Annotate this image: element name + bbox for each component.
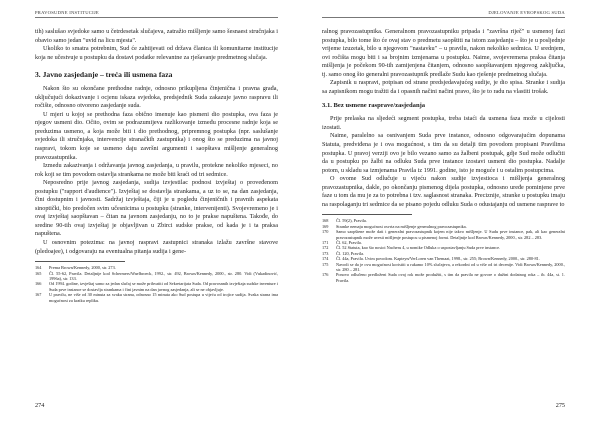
footnote-number: 168 [322,218,329,224]
running-head-left: PRAVOSUDNE INSTITUCIJE [35,10,278,18]
footnotes-left [35,265,278,303]
paragraph: Ukoliko to smatra potrebnim, Sud će zahtijevati od država članica ili komunitarne institucije koja ne učestvuje u postupku da dostavi podatke relevantne za rješavanje predmetnog slučaja. [35,45,278,61]
footnote [322,262,565,273]
running-head-right: DJELOVANJE EVROPSKOG SUDA [322,10,565,18]
right-page [300,0,600,423]
footnote-text: Samo saopštene može dati i generalni pravozastupnik kojem nije takvo mišljenje. U Sudu prve instance, pak, ali kao generalni pravozastupnik može uvesti mišljenje postupcu u pismenoj formi. Detaljnije kod Brown/Kennedy, 2000., str. 282 – 283. [336,229,565,240]
paragraph: U osnovnim potezima: na javnoj raspravi zastupnici stranaka izlažu završne stavove (pledoajee), i odgovaraju na eventualna pitanja sudija i gene- [35,239,278,255]
footnote-text: Ponovo odlučeno predloženi Suda ovaj rok može produžiti, s tim da pravila ne govore o dužini dodatnog roka – ib. 44a, st. 1. Pravila. [336,272,565,283]
footnote-text: Prema Brown/Kennedy, 2000, str. 273. [49,265,116,271]
paragraph: U mjeri u kojoj se prethodna faza obično imenuje kao pismeni dio postupka, ova faza je njegov usmeni dio. Očito, ovim se podrazumijeva razlikovanje između procesne radnje koja se preduzima usmeno, a koja može biti i dio prethodnog, pripremnog postupka (npr. saslušanje svjedoka ili stručnjaka, intervencije stranačkih zastupnika) i onog što se preduzima na javnoj raspravi, tokom koje se usmeno daju završni argumenti i saopštava mišljenje generalnog pravozastupnika. [35,110,278,161]
footnotes-right [322,218,565,283]
paragraph: Nakon što su okončane prethodne radnje, odnosno prikupljena činjenična i pravna građa, uključujući dokazivanje i ocjenu iskaza svjedoka, predsjednik Suda zakazuje javno raspravu ili ročište, odnosno otvoreno zasjedanje suda. [35,85,278,110]
footnote-divider [35,261,125,262]
footnote [35,281,278,292]
page-number-left: 274 [35,402,45,409]
paragraph: tih) saslušao svjedoke samo u četrdesetak slučajeva, zatražio mišljenje samo šesnaest stručnjaka i obavio samo jedan "uvid na licu mjesta". [35,28,278,44]
footnote-number: 171 [322,240,329,246]
footnote-text: U pravilu, ne više od 30 minuta za svaku stranu, odnosno 15 minuta ako Sud postupa u vijeću od trojice sudija. Svaka strana ima mogućnost za kratku repliku. [49,292,278,303]
footnote-text: Čl. 55-62, Pravila. Detaljnije kod Schermers/Waelbroeck, 1992., str. 492, Brown/Kennedy, 2000., str. 280. Vidi (Vukadinović, 1996a), str. 133. [49,270,278,281]
paragraph: Prije prelaska na sljedeći segment postupka, treba istaći da usmena faza može u cijelosti izostati. [322,115,565,131]
subsection-heading: 3.1. Bez usmene rasprave/zasjedanja [322,102,426,110]
paragraph: O ovome Sud odlučuje u vijeću nakon sudije izvjestioca i mišljenja generalnog pravozastupnika, dakle, po okončanju pismenog dijela postupka, odnosno uređe pominjene prve faze u tom da mu je za to potrebna i tzv. saglasnost stranaka. Preciznije, stranke u postupku imaju na raspolaganju tri sedmice da se pisano pojedu odluku Suda o odustajanju od usmene rasprave to [322,175,565,208]
right-body [322,28,565,209]
footnote [322,272,565,283]
footnote-number: 164 [35,265,42,271]
footnote-number: 175 [322,261,329,267]
footnote-text: Čl. 52 Statuta, kao što nosioi Nacheru 4, u nomike Odluka o uspostavljanju Suda prve instance. [336,245,501,251]
section-heading: 3. Javno zasjedanje – treća ili usmena faza [35,70,173,80]
footnote-number: 174 [322,256,329,262]
footnote-number: 167 [35,292,42,298]
footnote-text: Čl. 59(2), Pravila. [336,218,367,224]
footnote-divider [322,214,412,215]
paragraph: Zapisnik u raspravi, potpisan od strane predsjedavajućeg sudije, je dio spisa. Stranke i sudija sa zapisnikom mogu tražiti da i opasnih načini načini pravo, što je to radu na vlastiti trošak. [322,79,565,95]
footnote-text: Navodi se da je ovu mogućnost koristiti u rukamo 10% slučajeva, a rekordni od u više od tri decenije. Vidi Brown/Kennedy, 2000., str. 280 – 281. [336,261,565,273]
footnote-text: Čl. 120, Pravila. [336,250,365,256]
footnote-number: 166 [35,281,42,287]
paragraph: Naime, paralelno sa osnivanjem Suda prve instance, odnosno odgovarajućim dopunama Statuta, predviđena je i ova mogućnost, s tim da su detalji tim povodom propisani Pravilima postupka. U pravoj verziji ovo je bilo vezano samo za žalbeni postupak, gdje Sud može odlučiti da u postupku po žalbi na odluku Suda prve instance izostavi usmeni dio postupka. Nadalje potom, u skladu sa izmjenama Pravila iz 1991. godine, isto je moguće i u ostalim postupcima. [322,132,565,174]
left-body [35,28,278,256]
footnote-text: Od 1994. godine, izvještaj samo za jedan slučaj se može prihvatiti od Sekretarijata Suda. Od pravosnnih izvještaja sudske inventure i Suda prve instance se dostavlja strankama i čini javnim na dan javnog zasjedanja, ali se ne objavljuje. [49,281,278,292]
footnote [35,292,278,303]
footnote [322,229,565,240]
footnote-number: 173 [322,250,329,256]
footnote-text: Čl. 44a, Pravila. Uvim povodom. Kapteyn/VerLoren van Themaat, 1998., str. 255; Brown/Kennedy, 2000., str. 280-81. [336,256,540,262]
footnote [35,271,278,282]
footnote-number: 176 [322,272,329,278]
footnote-text: Stranke nemaju mogućnost osvrta na mišljenje generalnog pravozastupnika. [336,223,467,229]
paragraph: Neposredno prije javnog zasjedanja, sudija izvjestilac podnosi izvještaj o proveđenom postupku ("rapport d'audience"). Izvještaj se dostavlja strankama, a uz to se, na dan zasjedanja, čini dostupnim i javnosti. Sadržaj izvještaja, čiji je u pogledu činjeničnih i pravnih aspekata sinoptički, bio predočen svim učesnicima u postupku (stranke, intervenijenti). Svojevremeno je i ovaj izvještaj saopštavan – čitan na javnom zasjedanju, no to je prakse napuštena. Takođe, do sredine 90-tih ovaj izvještaj je objavljivan u Zbirci sudske prakse, od kada je i ta praksa napuštena. [35,179,278,238]
footnote-number: 170 [322,229,329,235]
footnote-number: 169 [322,223,329,229]
paragraph: Izmedu zakazivanja i održavanja javnog zasjedanja, u pravilu, protekne nekoliko mjeseci, no rok koji se tim povodom ostavlja strankama ne može biti kraći od tri sedmice. [35,162,278,178]
footnote-number: 172 [322,245,329,251]
paragraph: ralnog pravozastupnika. Generalnom pravozastupniku pripada i "završna riječ" u usmenoj fazi postupka, bilo tome što će ovaj stav o predmetu saopštiti na istom zasjedanju – što je u posljednje vrijeme izuzetak, bilo u njegovom "nastavku" – u pravilu, nakon nekoliko sedmica. U srednjem, ovi ročišta mogu biti i sa brojnim izmjenama u postupku. Naime, svojevremena praksa čitanja mišljenja je počekom 90-tih zamijenjena čitanjem, odnosno saopštavanjem njegovog zaključka, tj. samo onog što generalni pravozastupnik predlaže Sudu kao rješenje predmetnog slučaja. [322,28,565,78]
footnote-number: 165 [35,270,42,276]
footnote-text: Čl. 62, Pravila. [336,240,362,246]
page-number-right: 275 [555,402,565,409]
